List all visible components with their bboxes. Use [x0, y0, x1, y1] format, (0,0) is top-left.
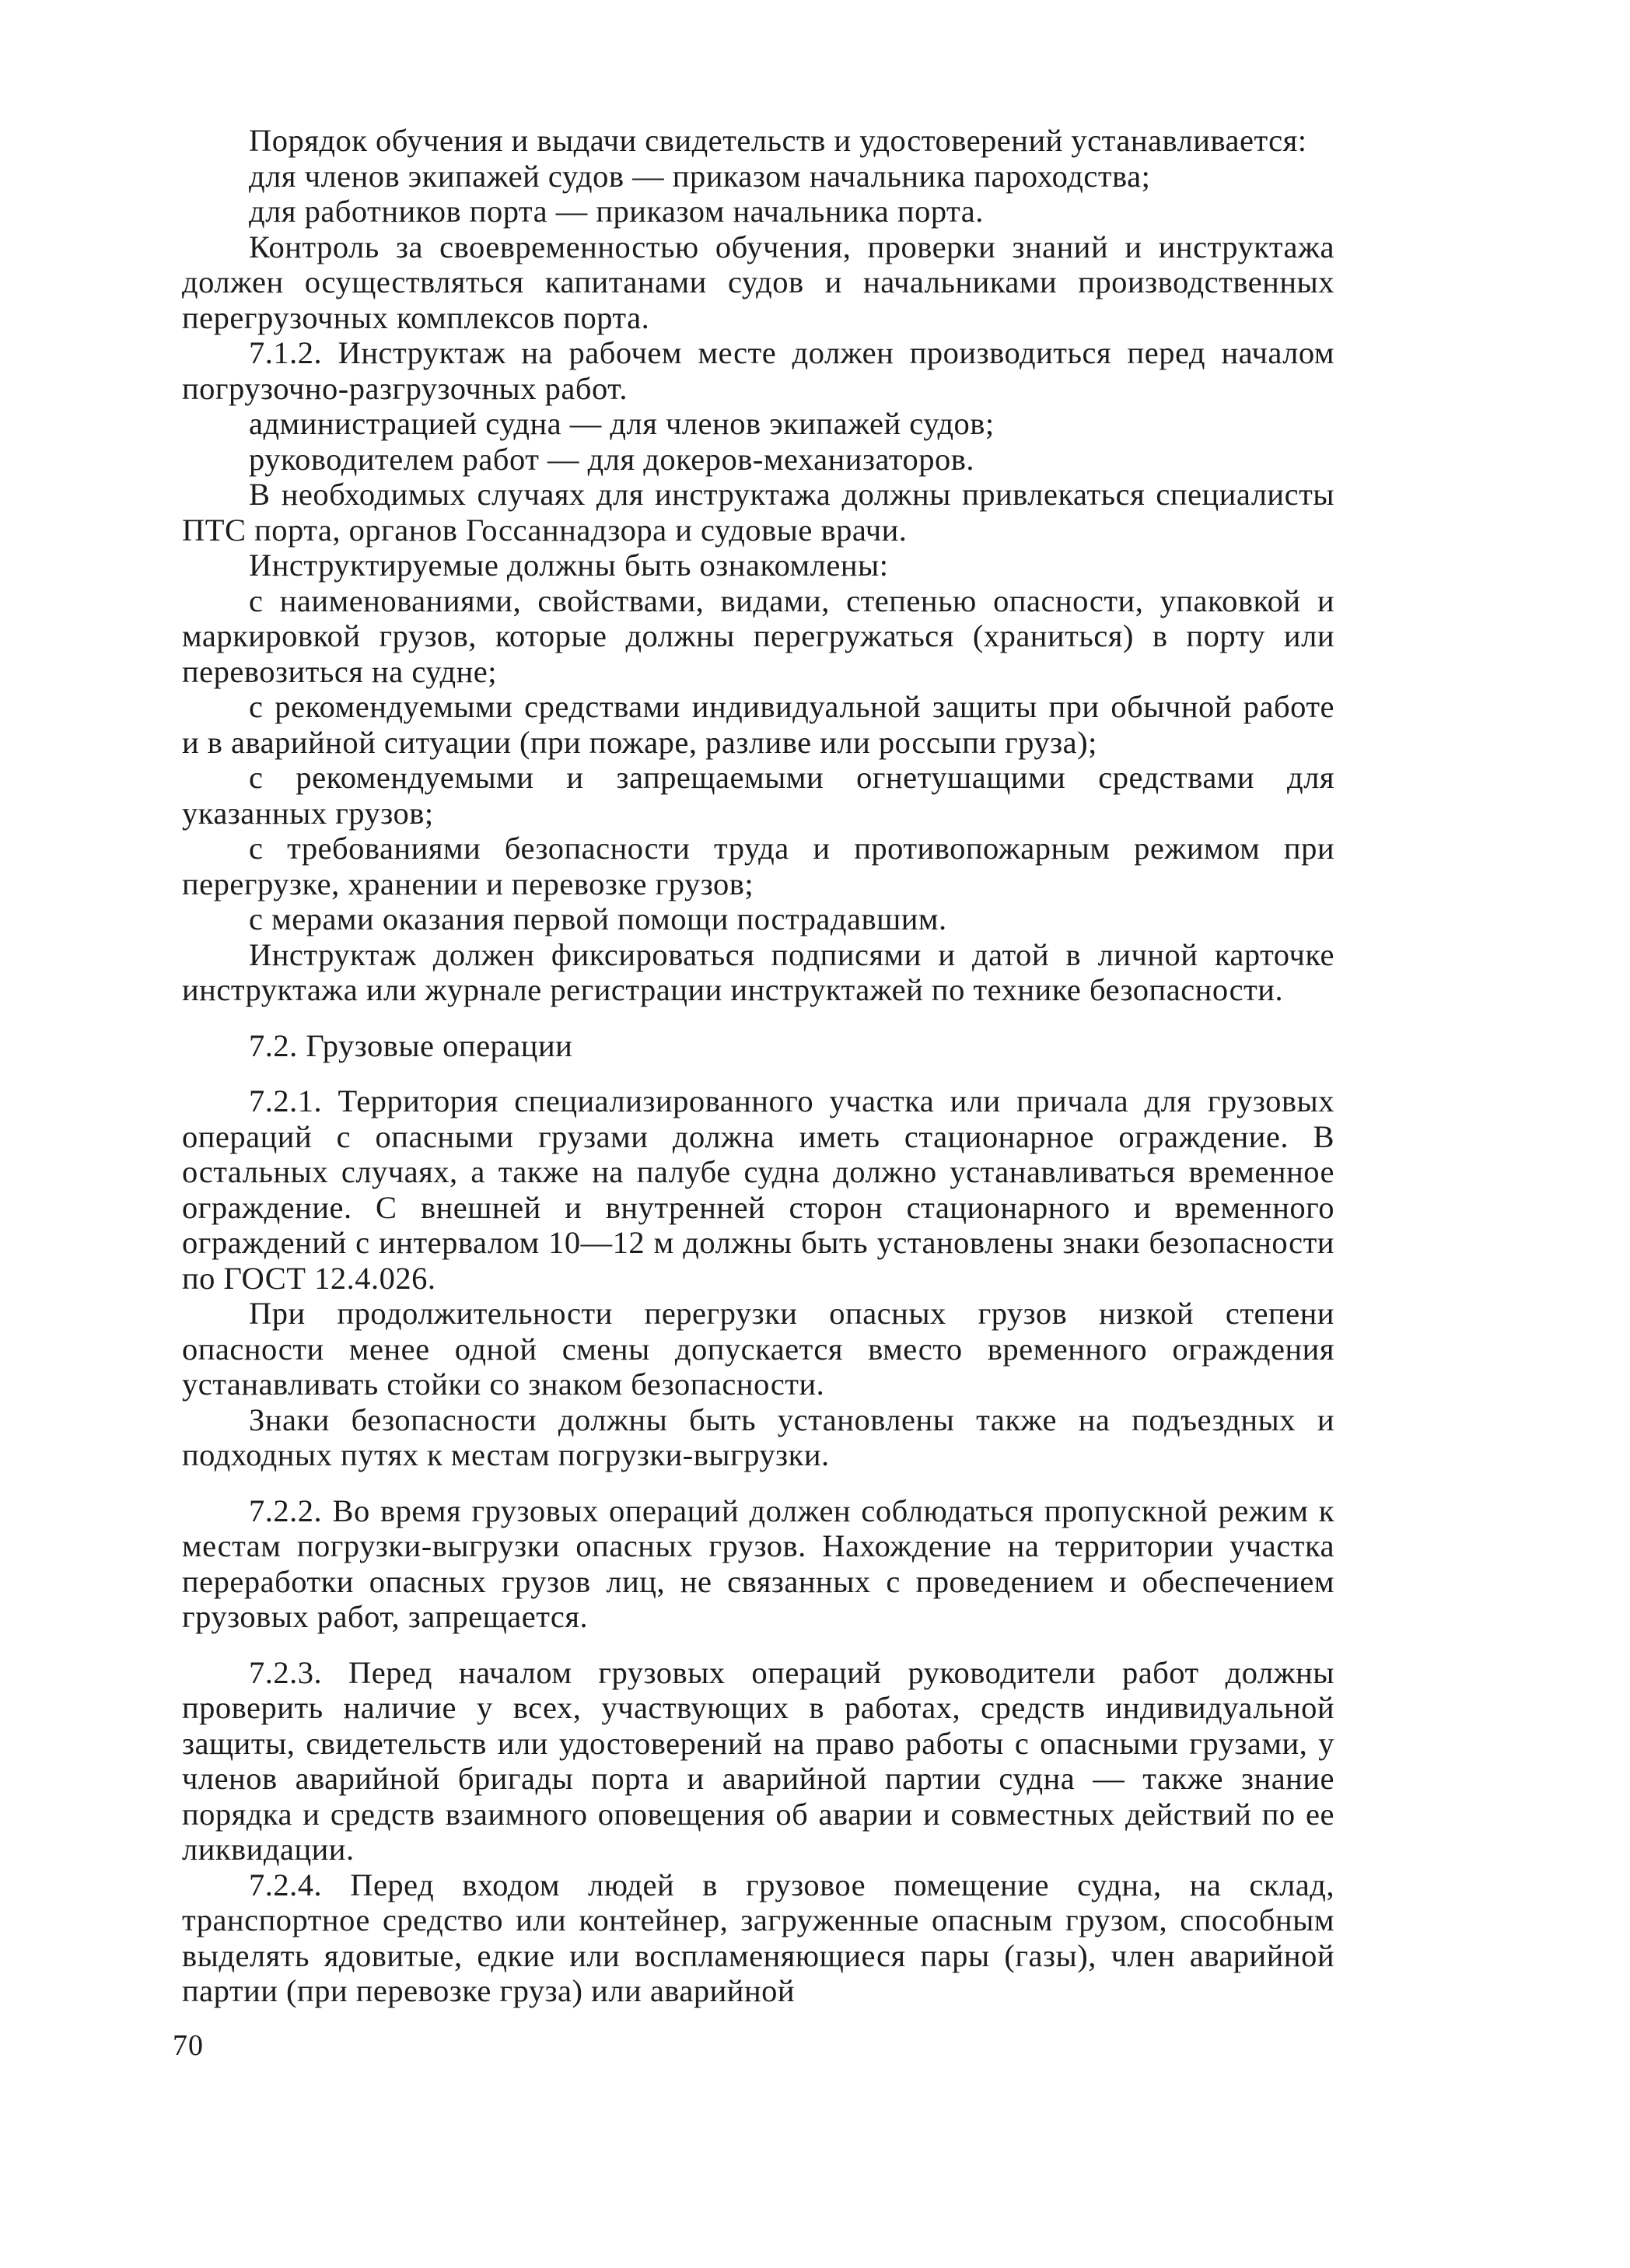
- paragraph-short-duration: При продолжительности перегрузки опасных грузов низкой степени опасности менее одной смены допускается вместо временного ограждения устанавливать стойки со знаком безопасности.: [182, 1296, 1334, 1402]
- paragraph-first-aid: с мерами оказания первой помощи пострадавшим.: [249, 901, 947, 936]
- paragraph-training-order: Порядок обучения и выдачи свидетельств и удостоверений устанавливается:: [249, 123, 1307, 158]
- paragraph-extinguishing-means: с рекомендуемыми и запрещаемыми огнетушащими средствами для указанных грузов;: [182, 760, 1334, 831]
- page-body: [182, 123, 1334, 2009]
- paragraph-7-2-3: 7.2.3. Перед началом грузовых операций руководители работ должны проверить наличие у всех, участвующих в работах, средств индивидуальной защиты, свидетельств или удостоверений на право работы с опасными грузами, у членов аварийной бригады порта и аварийной партии судна — также знание порядка и средств взаимного оповещения об аварии и совместных действий по ее ликвидации.: [182, 1654, 1334, 1867]
- paragraph-port-workers: для работников порта — приказом начальника порта.: [249, 194, 984, 229]
- paragraph-7-2-4: 7.2.4. Перед входом людей в грузовое помещение судна, на склад, транспортное средство или контейнер, загруженные опасным грузом, способным выделять ядовитые, едкие или воспламеняющиеся пары (газы), член аварийной партии (при перевозке груза) или аварийной: [182, 1867, 1334, 2008]
- paragraph-must-be-acquainted: Инструктируемые должны быть ознакомлены:: [249, 548, 889, 583]
- paragraph-7-2-2: 7.2.2. Во время грузовых операций должен соблюдаться пропускной режим к местам погрузки-выгрузки опасных грузов. Нахождение на территории участка переработки опасных грузов лиц, не связанных с проведением и обеспечением грузовых работ, запрещается.: [182, 1493, 1334, 1634]
- paragraph-safety-requirements: с требованиями безопасности труда и противопожарным режимом при перегрузке, хранении и перевозке грузов;: [182, 831, 1334, 901]
- page-number: 70: [173, 2029, 204, 2062]
- paragraph-protection-means: с рекомендуемыми средствами индивидуальной защиты при обычной работе и в аварийной ситуации (при пожаре, разливе или россыпи груза);: [182, 689, 1334, 760]
- section-title-7-2: 7.2. Грузовые операции: [249, 1027, 573, 1063]
- paragraph-administration: администрацией судна — для членов экипажей судов;: [249, 406, 995, 441]
- paragraph-recording: Инструктаж должен фиксироваться подписями и датой в личной карточке инструктажа или журнале регистрации инструктажей по технике безопасности.: [182, 936, 1334, 1007]
- paragraph-access-roads: Знаки безопасности должны быть установлены также на подъездных и подходных путях к местам погрузки-выгрузки.: [182, 1402, 1334, 1472]
- paragraph-7-2-1: 7.2.1. Территория специализированного участка или причала для грузовых операций с опасными грузами должна иметь стационарное ограждение. В остальных случаях, а также на палубе судна должно устанавливаться временное ограждение. С внешней и внутренней сторон стационарного и временного ограждений с интервалом 10—12 м должны быть установлены знаки безопасности по ГОСТ 12.4.026.: [182, 1083, 1334, 1296]
- paragraph-work-manager: руководителем работ — для докеров-механизаторов.: [249, 441, 975, 477]
- paragraph-specialists: В необходимых случаях для инструктажа должны привлекаться специалисты ПТС порта, органов Госсаннадзора и судовые врачи.: [182, 477, 1334, 548]
- paragraph-7-1-2: 7.1.2. Инструктаж на рабочем месте должен производиться перед началом погрузочно-разгрузочных работ.: [182, 335, 1334, 406]
- paragraph-control: Контроль за своевременностью обучения, проверки знаний и инструктажа должен осуществляться капитанами судов и начальниками производственных перегрузочных комплексов порта.: [182, 229, 1334, 335]
- paragraph-ship-crews: для членов экипажей судов — приказом начальника пароходства;: [249, 158, 1151, 194]
- paragraph-names-properties: с наименованиями, свойствами, видами, степенью опасности, упаковкой и маркировкой грузов, которые должны перегружаться (храниться) в порту или перевозиться на судне;: [182, 583, 1334, 689]
